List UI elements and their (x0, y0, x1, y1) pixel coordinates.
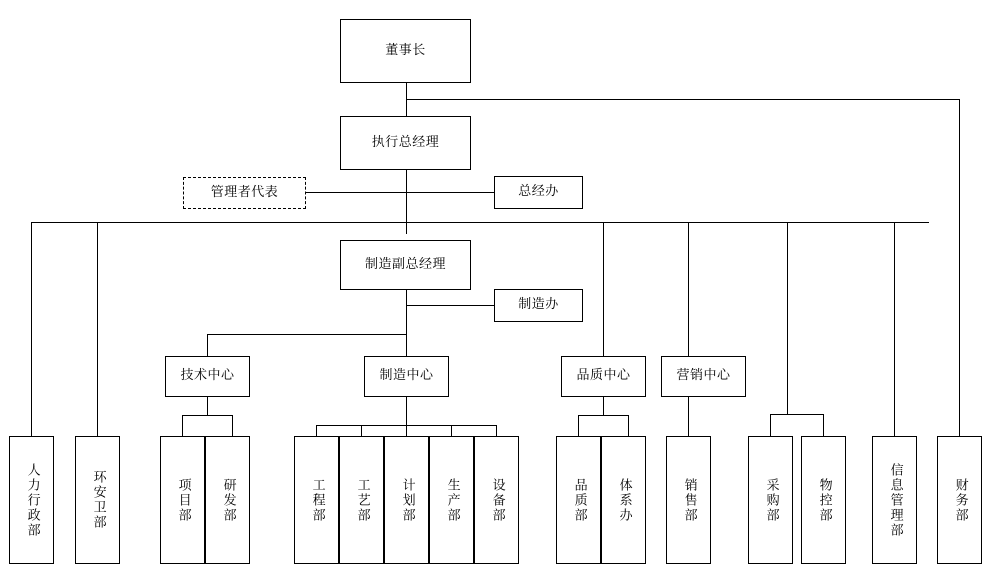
node-marketing-center-label: 营销中心 (676, 368, 731, 384)
edge-mfg-bus-to-tech-center (207, 334, 208, 356)
node-ehs[interactable] (75, 436, 120, 564)
edge-bus-to-info-mgmt (894, 222, 895, 436)
edge-tech-to-rd (232, 415, 233, 436)
edge-exec-gm-stem (406, 170, 407, 234)
node-info-mgmt-label: 信息管理部 (887, 462, 903, 538)
level2-bus (31, 222, 929, 223)
node-logistics-label: 物控部 (816, 477, 832, 523)
node-hr-admin[interactable] (9, 436, 54, 564)
node-quality-dept-label: 品质部 (571, 477, 587, 523)
node-engineering-label: 工程部 (309, 477, 325, 523)
node-mfg-vgm[interactable] (340, 240, 471, 290)
node-equipment-label: 设备部 (489, 477, 505, 523)
node-planning[interactable] (384, 436, 429, 564)
node-finance-label: 财务部 (952, 477, 968, 523)
node-chairman-label: 董事长 (385, 42, 426, 58)
node-finance[interactable] (937, 436, 982, 564)
node-mfg-office-label: 制造办 (518, 297, 559, 313)
edge-split-to-purchasing (770, 414, 771, 436)
edge-right-bus-to-finance (959, 99, 960, 436)
node-quality-dept[interactable] (556, 436, 601, 564)
edge-tech-to-project (182, 415, 183, 436)
node-marketing-center[interactable] (661, 356, 746, 397)
node-process[interactable] (339, 436, 384, 564)
edge-exec-gm-to-gm-office (406, 192, 494, 193)
node-equipment[interactable] (474, 436, 519, 564)
edge-bus-to-hr-admin (31, 222, 32, 436)
edge-mfg-to-production (451, 425, 452, 436)
node-mgmt-rep[interactable] (183, 177, 306, 209)
edge-bus-to-purchasing (787, 222, 788, 414)
node-system-office-label: 体系办 (616, 477, 632, 523)
node-chairman[interactable] (340, 19, 471, 83)
node-project[interactable] (160, 436, 205, 564)
node-sales[interactable] (666, 436, 711, 564)
edge-quality-to-system-office (628, 415, 629, 436)
edge-marketing-to-sales (688, 397, 689, 436)
node-hr-admin-label: 人力行政部 (24, 462, 40, 538)
node-project-label: 项目部 (175, 477, 191, 523)
edge-mfg-to-process (361, 425, 362, 436)
edge-mfg-vgm-stem (406, 290, 407, 356)
node-purchasing[interactable] (748, 436, 793, 564)
purchasing-logistics-bus (770, 414, 824, 415)
edge-mfg-center-stem2 (406, 415, 407, 425)
mfg-vgm-bus (207, 334, 406, 335)
node-mfg-center-label: 制造中心 (379, 368, 434, 384)
edge-chairman-right-bus (406, 99, 960, 100)
edge-mfg-to-engineering (316, 425, 317, 436)
edge-split-to-logistics (823, 414, 824, 436)
node-purchasing-label: 采购部 (763, 477, 779, 523)
node-info-mgmt[interactable] (872, 436, 917, 564)
node-production[interactable] (429, 436, 474, 564)
edge-bus-to-marketing-center (688, 222, 689, 356)
node-sales-label: 销售部 (681, 477, 697, 523)
edge-mgmt-rep-to-stem (306, 192, 406, 193)
node-gm-office[interactable] (494, 176, 583, 209)
node-mfg-center[interactable] (364, 356, 449, 397)
edge-mfg-vgm-to-mfg-office (406, 305, 494, 306)
quality-center-bus (578, 415, 628, 416)
node-planning-label: 计划部 (399, 477, 415, 523)
node-quality-center-label: 品质中心 (576, 368, 631, 384)
node-gm-office-label: 总经办 (518, 184, 559, 200)
node-rd-label: 研发部 (220, 477, 236, 523)
node-exec-gm[interactable] (340, 116, 471, 170)
node-production-label: 生产部 (444, 477, 460, 523)
node-tech-center[interactable] (165, 356, 250, 397)
tech-center-bus (182, 415, 232, 416)
edge-bus-to-ehs (97, 222, 98, 436)
node-mgmt-rep-label: 管理者代表 (210, 184, 279, 200)
edge-quality-center-stem (603, 397, 604, 415)
node-ehs-label: 环安卫部 (90, 470, 106, 530)
node-engineering[interactable] (294, 436, 339, 564)
node-mfg-vgm-label: 制造副总经理 (364, 256, 446, 272)
node-exec-gm-label: 执行总经理 (371, 134, 440, 150)
edge-mfg-center-stem (406, 397, 407, 415)
edge-quality-to-quality-dept (578, 415, 579, 436)
node-logistics[interactable] (801, 436, 846, 564)
node-process-label: 工艺部 (354, 477, 370, 523)
node-system-office[interactable] (601, 436, 646, 564)
edge-bus-to-quality-center (603, 222, 604, 356)
node-quality-center[interactable] (561, 356, 646, 397)
edge-mfg-to-planning (406, 425, 407, 436)
edge-mfg-to-equipment (496, 425, 497, 436)
node-tech-center-label: 技术中心 (180, 368, 235, 384)
node-rd[interactable] (205, 436, 250, 564)
edge-tech-center-stem (207, 397, 208, 415)
node-mfg-office[interactable] (494, 289, 583, 322)
